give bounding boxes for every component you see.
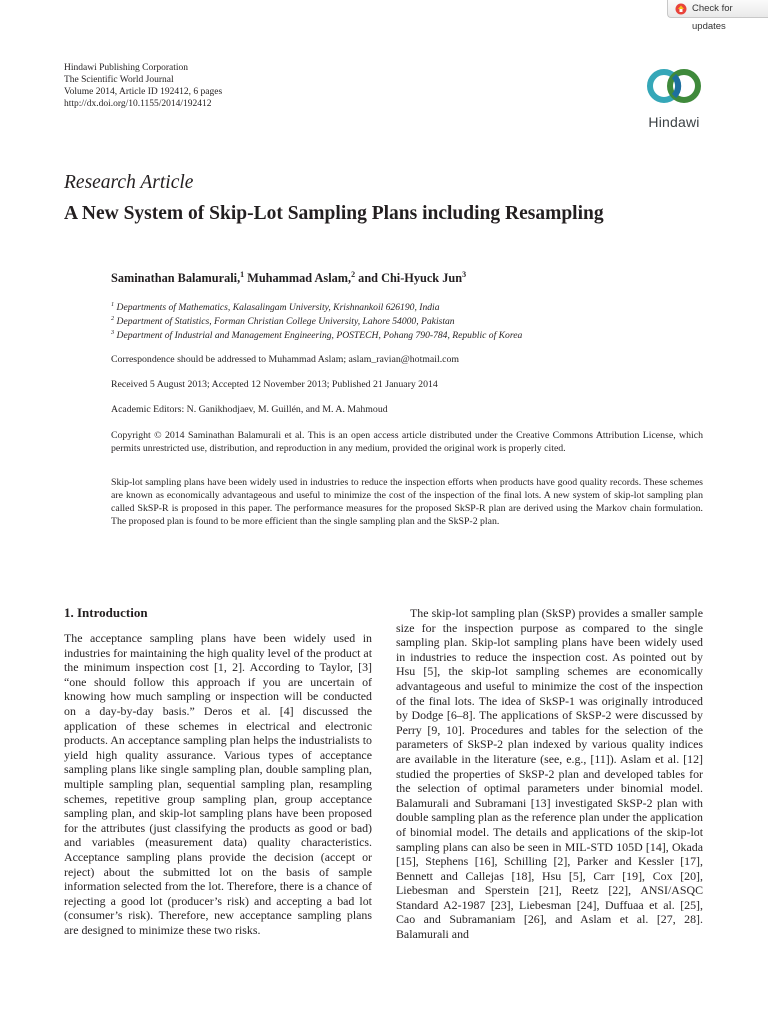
affiliation <box>111 302 440 313</box>
publisher-name: Hindawi Publishing Corporation <box>64 63 189 73</box>
check-for-updates-label: Check for updates <box>692 3 733 32</box>
affiliation <box>111 316 455 327</box>
section-heading: 1. Introduction <box>64 605 148 620</box>
affiliation-mark: 1 <box>111 300 115 308</box>
author-affiliation-mark: 1 <box>240 269 245 279</box>
paper-title: A New System of Skip-Lot Sampling Plans including Resampling <box>64 203 604 224</box>
check-for-updates-button[interactable] <box>667 0 768 32</box>
doi-link[interactable]: http://dx.doi.org/10.1155/2014/192412 <box>64 99 212 109</box>
copyright-notice: Copyright © 2014 Saminathan Balamurali et al. This is an open access article distributed under the Creative Commons Attribution License, which permits unrestricted use, distribution, and reproduction in any medium, provided the original work is properly cited. <box>111 430 703 454</box>
affiliation-text: Department of Industrial and Management Engineering, POSTECH, Pohang 790-784, Republic of Korea <box>114 330 523 341</box>
abstract: Skip-lot sampling plans have been widely used in industries to reduce the inspection efforts when products have good quality records. These schemes are known as economically advantageous and useful to minimize the cost of the inspection of the final lots. A new system of skip-lot sampling plan called SkSP-R is proposed in this paper. The performance measures for the proposed SkSP-R plan are derived using the Markov chain formulation. The proposed plan is found to be more efficient than the single sampling plan and the SkSP-2 plan. <box>111 477 703 527</box>
volume-info: Volume 2014, Article ID 192412, 6 pages <box>64 87 223 97</box>
affiliation <box>111 330 522 341</box>
editors-line: Academic Editors: N. Ganikhodjaev, M. Guillén, and M. A. Mahmoud <box>111 404 388 415</box>
crossmark-icon <box>675 3 687 15</box>
journal-name: The Scientific World Journal <box>64 75 174 85</box>
article-type: Research Article <box>64 172 194 193</box>
journal-header <box>64 62 222 110</box>
author-name: Saminathan Balamurali, <box>111 271 241 285</box>
author-name: and Chi-Hyuck Jun <box>355 271 463 285</box>
author-affiliation-mark: 2 <box>351 269 356 279</box>
body-column-right: The skip-lot sampling plan (SkSP) provides a smaller sample size for the inspection purpose as compared to the single sampling plan. Skip-lot sampling plans have been widely used in industries to reduce the inspection cost. As pointed out by Hsu [5], the skip-lot sampling schemes are economically advantageous and useful to minimize the cost of the inspection of the final lots. The idea of SkSP-1 was originally introduced by Dodge [6–8]. The applications of SkSP-2 were discussed by Perry [9, 10]. Procedures and tables for the selection of the parameters of SkSP-2 plan indexed by various quality indices are available in the literature (see, e.g., [11]). Aslam et al. [12] studied the properties of SkSP-2 plan and developed tables for the selection of optimal parameters under binomial model. Balamurali and Subramani [13] investigated SkSP-2 plan with double sampling plan as the reference plan under the application of binomial model. The details and applications of the skip-lot sampling plans can also be seen in MIL-STD 105D [14], Okada [15], Stephens [16], Schilling [2], Parker and Kessler [17], Bennett and Callejas [18], Hsu [5], Carr [19], Cox [20], Liebesman and Sperstein [21], Reetz [22], ANSI/ASQC Standard A2-1987 [23], Liebesman [24], Duffuaa et al. [25], Cao and Subramaniam [26], and Aslam et al. [27, 28]. Balamurali and <box>396 606 703 942</box>
body-column-left: The acceptance sampling plans have been widely used in industries for maintaining the high quality level of the product at the minimum inspection cost [1, 2]. According to Taylor, [3] “one should follow this approach if you are uncertain of knowing how much sampling or inspection will be conducted on a day-by-day basis.” Deros et al. [4] discussed the application of these schemes in electrical and electronic products. An acceptance sampling plan helps the industrialists to yield high quality assurance. Various types of acceptance sampling plans like single sampling plan, double sampling plan, multiple sampling plan, sequential sampling plan, resampling schemes, repetitive group sampling plan, group acceptance sampling plan, and skip-lot sampling plans have been proposed for the attributes (just classifying the products as good or bad) and variables (measurement data) quality characteristics. Acceptance sampling plans provide the decision (accept or reject) about the submitted lot on the basis of sample information selected from the lot. Therefore, there is a chance of rejecting a good lot (producer’s risk) and accepting a bad lot (consumer’s risk). Therefore, new acceptance sampling plans are designed to minimize these two risks. <box>64 631 372 937</box>
author-name: Muhammad Aslam, <box>244 271 352 285</box>
author-affiliation-mark: 3 <box>462 269 467 279</box>
correspondence-line: Correspondence should be addressed to Muhammad Aslam; aslam_ravian@hotmail.com <box>111 354 460 365</box>
dates-line: Received 5 August 2013; Accepted 12 November 2013; Published 21 January 2014 <box>111 379 438 390</box>
author-list <box>111 271 466 286</box>
affiliation-text: Departments of Mathematics, Kalasalingam University, Krishnankoil 626190, India <box>114 302 440 313</box>
affiliation-mark: 2 <box>111 314 115 322</box>
affiliation-text: Department of Statistics, Forman Christian College University, Lahore 54000, Pakistan <box>114 316 455 327</box>
hindawi-logo-text: Hindawi <box>648 114 700 130</box>
affiliation-mark: 3 <box>111 328 115 336</box>
